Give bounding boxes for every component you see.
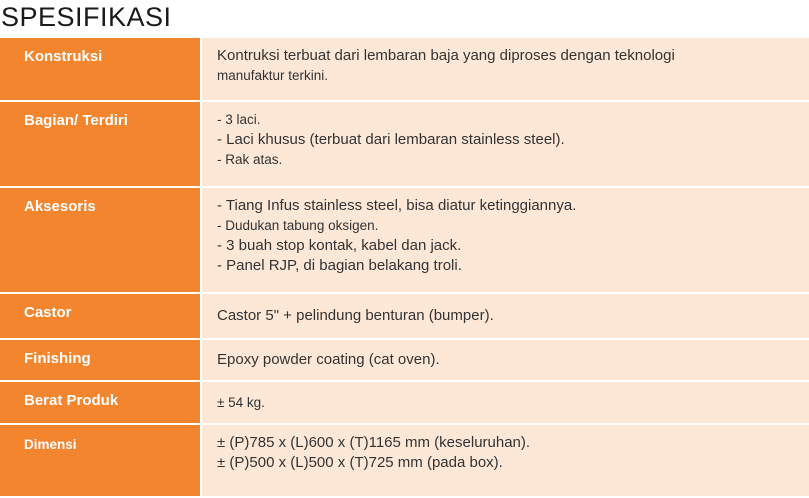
table-row <box>0 187 809 293</box>
spec-value-line: ± 54 kg. <box>217 394 265 410</box>
spec-value-line: - Laci khusus (terbuat dari lembaran stainless steel). <box>217 131 565 148</box>
spec-value <box>201 38 809 101</box>
table-row <box>0 101 809 187</box>
spec-value <box>201 381 809 424</box>
table-row <box>0 38 809 101</box>
spec-value-line: - Tiang Infus stainless steel, bisa diatur ketinggiannya. <box>217 197 577 214</box>
spec-value <box>201 339 809 381</box>
spec-label: Konstruksi <box>0 38 201 101</box>
table-row <box>0 293 809 339</box>
spec-label: Castor <box>0 293 201 339</box>
spec-value <box>201 424 809 497</box>
table-row <box>0 424 809 497</box>
spec-value-line: ± (P)785 x (L)600 x (T)1165 mm (keseluruhan). <box>217 434 531 451</box>
spec-value-line: - Rak atas. <box>217 152 283 167</box>
spec-label: Aksesoris <box>0 187 201 293</box>
spec-label: Berat Produk <box>0 381 201 424</box>
spec-value-line: - Dudukan tabung oksigen. <box>217 218 379 233</box>
table-row <box>0 381 809 424</box>
spec-value-line: - Panel RJP, di bagian belakang troli. <box>217 257 462 274</box>
table-row <box>0 339 809 381</box>
spec-value <box>201 187 809 293</box>
spec-value-line: - 3 buah stop kontak, kabel dan jack. <box>217 237 462 254</box>
spec-value <box>201 293 809 339</box>
spec-value-line: manufaktur terkini. <box>217 68 329 83</box>
spec-value-line: - 3 laci. <box>217 112 261 127</box>
spec-value <box>201 101 809 187</box>
spec-value-line: Kontruksi terbuat dari lembaran baja yang diproses dengan teknologi <box>217 47 675 64</box>
spec-value-line: Castor 5" + pelindung benturan (bumper). <box>217 307 494 324</box>
spec-value-line: Epoxy powder coating (cat oven). <box>217 351 440 368</box>
page-title: SPESIFIKASI <box>1 2 172 32</box>
spec-label: Finishing <box>0 339 201 381</box>
specification-table <box>0 38 809 498</box>
spec-label: Dimensi <box>0 424 201 497</box>
spec-value-line: ± (P)500 x (L)500 x (T)725 mm (pada box). <box>217 454 503 471</box>
spec-label: Bagian/ Terdiri <box>0 101 201 187</box>
